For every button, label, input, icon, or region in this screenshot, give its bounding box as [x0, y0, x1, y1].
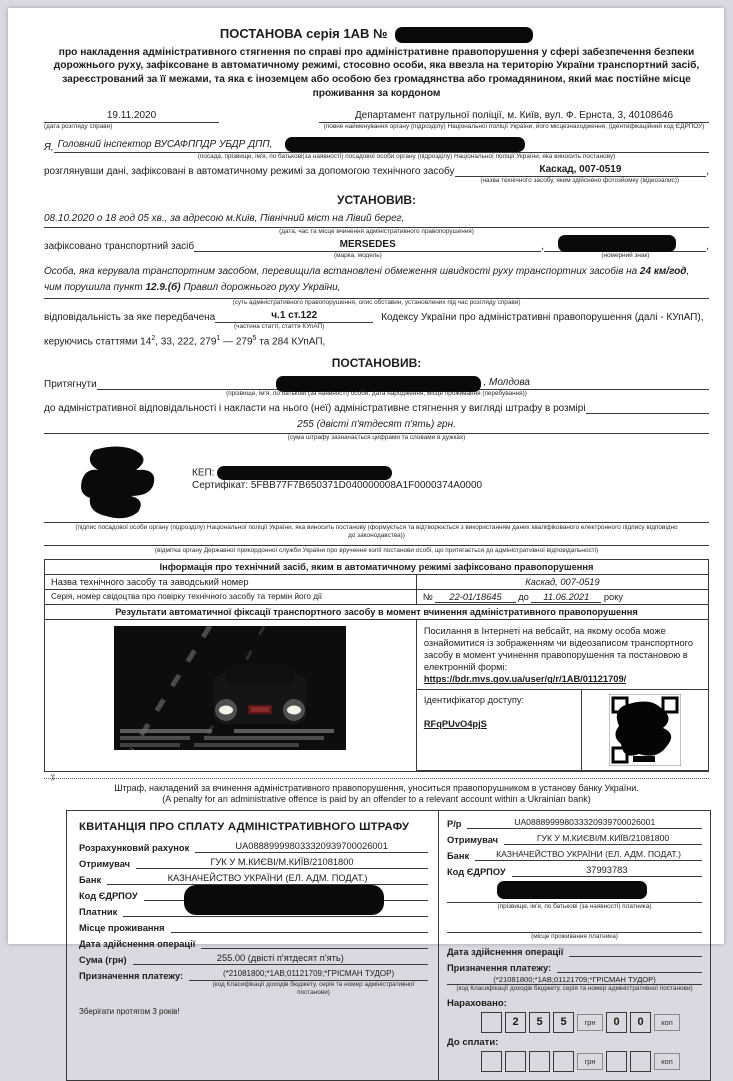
liability-suffix: Кодексу України про адміністративні правопорушення (далі - КУпАП), — [381, 311, 704, 323]
access-id-value: RFqPUvO4pjS — [423, 719, 487, 730]
case-date: 19.11.2020 — [44, 110, 219, 124]
digit-box: 5 — [529, 1012, 550, 1033]
hrn-label: грн — [577, 1053, 603, 1070]
field-value: ГУК У М.КИЄВІ/М.КИЇВ/21081800 — [504, 833, 702, 845]
device-name: Каскад, 007-0519 — [455, 164, 707, 177]
violation-clause: 12.9.(б) — [145, 281, 181, 293]
field-label: Банк — [447, 850, 470, 861]
field-label: Призначення платежу: — [447, 962, 552, 973]
punct: , — [541, 240, 545, 252]
violation-text: Особа, яка керувала транспортним засобом, перевищила встановлені обмеження швидкості руху транспортних засобів на — [44, 265, 638, 277]
person-country: , Молдова — [483, 377, 530, 389]
official-title: Головний інспектор ВУСАФППДР УБДР ДПП, — [57, 139, 273, 151]
scissors-icon: ✂ — [47, 774, 58, 782]
redaction-bar — [285, 137, 525, 152]
weblink-block — [417, 620, 708, 690]
field-value: ГУК У М.КИЄВІ/М.КИЇВ/21081800 — [136, 857, 428, 869]
digit-box: 0 — [630, 1012, 651, 1033]
tech-row2-value: № 22-01/18645 до 11.06.2021 року — [416, 589, 708, 604]
fixed-prefix: зафіксовано транспортний засіб — [44, 240, 195, 252]
incident-caption: (дата, час та місце вчинення адміністративного правопорушення) — [279, 227, 474, 235]
field-label: Розрахунковий рахунок — [79, 842, 190, 853]
payment-receipt — [66, 810, 711, 1081]
tech-row1-label: Назва технічного засобу та заводський номер — [45, 574, 417, 589]
kop-label: коп — [654, 1053, 680, 1070]
signature-area — [44, 448, 709, 520]
payer-caption: (прізвище, ім'я, по батькові (за наявності) платника) — [497, 902, 652, 910]
pay-note-ua: Штраф, накладений за вчинення адміністративного правопорушення, уноситься правопорушником в установу банку України. — [114, 783, 639, 794]
person-caption: (прізвище, ім'я, по батькові (за наявності) особи, дата народження, місце проживання (перебування)) — [226, 390, 527, 398]
payment-purpose-value: (*21081800;*1АВ;01121709;*ГРІСМАН ТУДОР) — [189, 969, 428, 981]
hrn-label: грн — [577, 1014, 603, 1031]
signature-caption: (підпис посадової особи органу (підрозділу) Національної поліції України, яка виносить постанову (формується та відтворюється з використанням даних кваліфікованого електронного підпису відповідно до законодавства)) — [75, 523, 678, 539]
receipt-right — [439, 811, 710, 1080]
redaction-bar — [217, 466, 392, 480]
field-value: 37993783 — [512, 865, 702, 877]
violation-text: Правил дорожнього руху України, — [183, 281, 341, 293]
redaction-bar — [497, 881, 647, 899]
punct: , — [706, 240, 709, 252]
tech-row2-label: Серія, номер свідоцтва про повірку технічного засобу та термін його дії — [45, 589, 417, 604]
kop-label: коп — [654, 1014, 680, 1031]
field-value — [171, 921, 428, 933]
reviewed-text: розглянувши дані, зафіксовані в автоматичному режимі за допомогою технічного засобу — [44, 166, 455, 178]
field-value: UA088899998033320939700026001 — [467, 817, 702, 829]
border-service-caption: (відмітка органу Державної прикордонної служби України про вручення копії постанови особі, що притягається до адміністративної відповідальності) — [154, 546, 599, 554]
redaction-bar — [395, 27, 533, 43]
tech-table-header: Інформація про технічний засіб, яким в автоматичному режимі зафіксовано правопорушення — [45, 559, 709, 574]
digit-box: 5 — [553, 1012, 574, 1033]
payment-purpose-value: (*21081800;*1АВ;01121709;*ГРІСМАН ТУДОР) — [447, 975, 702, 985]
impose-text: до адміністративної відповідальності і накласти на нього (неї) адміністративне стягнення у вигляді штрафу в розмірі — [44, 403, 586, 415]
receipt-left — [67, 811, 439, 1080]
purpose-caption: (код Класифікації доходів бюджету, серія та номер адміністративної постанови) — [212, 980, 415, 996]
field-label: Отримувач — [447, 834, 499, 845]
intro-ya: Я, — [44, 142, 54, 154]
field-value — [201, 937, 428, 949]
accrued-label: Нараховано: — [447, 997, 507, 1009]
punct: , — [706, 166, 709, 178]
cut-line — [44, 774, 709, 782]
article-ref: ч.1 ст.122 — [215, 310, 373, 323]
weblink-text: Посилання в Інтернеті на вебсайт, на якому особа може ознайомитися із зображенням чи відеозаписом транспортного засобу в момент учинення правопорушення та постановою в електронній формі: — [423, 625, 694, 673]
official-caption: (посада, прізвище, ім'я, по батькові(за наявності) посадової особи органу (підрозділу) Національної поліції України, яка виносить постанову) — [197, 153, 616, 161]
access-id-label: Ідентифікатор доступу: — [423, 695, 525, 706]
field-label: Отримувач — [79, 858, 131, 869]
field-label: Призначення платежу: — [79, 970, 184, 981]
field-value: КАЗНАЧЕЙСТВО УКРАЇНИ (ЕЛ. АДМ. ПОДАТ.) — [107, 873, 428, 885]
violation-text: , чим порушила пункт — [44, 265, 690, 293]
title-text: ПОСТАНОВА серія 1АВ № — [219, 26, 388, 41]
verification-cert-number: 22-01/18645 — [435, 592, 515, 603]
make-caption: (марка, модель) — [334, 251, 382, 259]
department-caption: (повне найменування органу (підрозділу) Національної поліції України, його місцезнаходження, (ідентифікаційний код ЄДРПОУ) — [323, 123, 705, 131]
field-value — [557, 961, 702, 973]
violation-paragraph — [44, 264, 709, 299]
guided-by: керуючись статтями $14^2$, 33, 222, $279^1$ — $279^5$ та 284 КУпАП, — [44, 334, 326, 347]
section-postanovyv: ПОСТАНОВИВ: — [331, 356, 422, 371]
pay-note-en: (A penalty for an administrative offence is paid by an offender to a relevant account within a Ukrainian bank) — [162, 794, 591, 805]
field-label: Платник — [79, 906, 118, 917]
results-header: Результати автоматичної фіксації транспортного засобу в момент вчинення адміністративного правопорушення — [45, 604, 709, 619]
accrued-amount-boxes — [481, 1012, 702, 1033]
tech-info-table — [44, 559, 709, 772]
digit-box — [481, 1012, 502, 1033]
case-date-caption: (дата розгляду справи) — [44, 123, 113, 131]
qr-code-redacted — [609, 694, 681, 766]
digit-box — [505, 1051, 526, 1072]
field-label: Сума (грн) — [79, 954, 127, 965]
fine-sum-value: 255.00 (двісті п'ятдесят п'ять) — [133, 953, 428, 965]
fine-caption: (сума штрафу зазначається цифрами та словами в дужках) — [287, 433, 466, 441]
violation-speed: 24 км/год — [639, 265, 687, 277]
field-value — [123, 905, 428, 917]
vehicle-make: MERSEDES — [194, 239, 541, 252]
document-page — [8, 8, 724, 1066]
field-label: Дата здійснення операції — [447, 946, 564, 957]
to-pay-label: До сплати: — [447, 1036, 499, 1048]
redaction-bar — [558, 235, 676, 252]
field-value — [144, 889, 428, 901]
residence-caption: (місце проживання платника) — [531, 932, 618, 940]
evidence-link[interactable]: https://bdr.mvs.gov.ua/user/g/r/1AB/01121709/ — [423, 674, 627, 685]
field-label: Дата здійснення операції — [79, 938, 196, 949]
violation-photo — [114, 626, 346, 750]
department: Департамент патрульної поліції, м. Київ, вул. Ф. Ернста, 3, 40108646 — [319, 110, 709, 124]
digit-box — [481, 1051, 502, 1072]
receipt-title: КВИТАНЦІЯ ПРО СПЛАТУ АДМІНІСТРАТИВНОГО ШТРАФУ — [79, 820, 410, 833]
prytiahnuty-label: Притягнути — [44, 379, 97, 391]
section-ustanovyv: УСТАНОВИВ: — [336, 193, 417, 208]
digit-box — [606, 1051, 627, 1072]
digit-box — [630, 1051, 651, 1072]
field-value — [569, 945, 702, 957]
field-label: Місце проживання — [79, 922, 165, 933]
fine-amount: 255 (двісті п'ятдесят п'ять) грн. — [44, 419, 709, 434]
field-label: Код ЄДРПОУ — [79, 890, 138, 901]
liability-prefix: відповідальність за яке передбачена — [44, 311, 216, 323]
field-label: Код ЄДРПОУ — [447, 866, 506, 877]
digit-box: 0 — [606, 1012, 627, 1033]
article-caption: (частина статті, стаття КУпАП) — [234, 322, 325, 330]
field-value: UA088899998033320939700026001 — [195, 841, 428, 853]
digit-box — [529, 1051, 550, 1072]
verification-valid-until: 11.06.2021 — [531, 592, 601, 603]
keep-note: Зберігати протягом 3 років! — [79, 1006, 180, 1016]
signature-stamp-redacted — [76, 444, 181, 522]
purpose-caption: (код Класифікації доходів бюджету, серія та номер адміністративної постанови) — [456, 984, 693, 992]
violation-caption: (суть адміністративного правопорушення, опис обставин, установлених під час розгляду справи) — [232, 298, 521, 306]
certificate-number: Сертифікат: 5FBB77F7B650371D040000008A1F0000374A0000 — [192, 480, 483, 492]
tech-row1-value: Каскад, 007-0519 — [416, 574, 708, 589]
incident-line: 08.10.2020 о 18 год 05 хв., за адресою м.Київ, Північний міст на Лівий берег, — [44, 213, 709, 228]
document-title — [44, 26, 709, 43]
document-subtitle: про накладення адміністративного стягнення по справі про адміністративне правопорушення у сфері забезпечення безпеки дорожнього руху, зафіксоване в автоматичному режимі, стосовно особи, яка ввезла на територію України транспортний засіб, зареєстрований за її межами, та яка є іноземцем або особою без громадянства або громадянином, який має постійне місце проживання за кордоном — [53, 46, 700, 99]
device-caption: (назва технічного засобу, яким здійснено фотозйомку (відеозапис)) — [480, 177, 679, 185]
digit-box: 2 — [505, 1012, 526, 1033]
to-pay-amount-boxes — [481, 1051, 702, 1072]
field-value: КАЗНАЧЕЙСТВО УКРАЇНИ (ЕЛ. АДМ. ПОДАТ.) — [475, 849, 702, 861]
access-id-block — [417, 690, 582, 770]
kep-label: КЕП: — [192, 467, 215, 479]
plate-caption: (номерний знак) — [601, 251, 650, 259]
field-label: Банк — [79, 874, 102, 885]
digit-box — [553, 1051, 574, 1072]
field-label: Р/р — [447, 818, 462, 829]
